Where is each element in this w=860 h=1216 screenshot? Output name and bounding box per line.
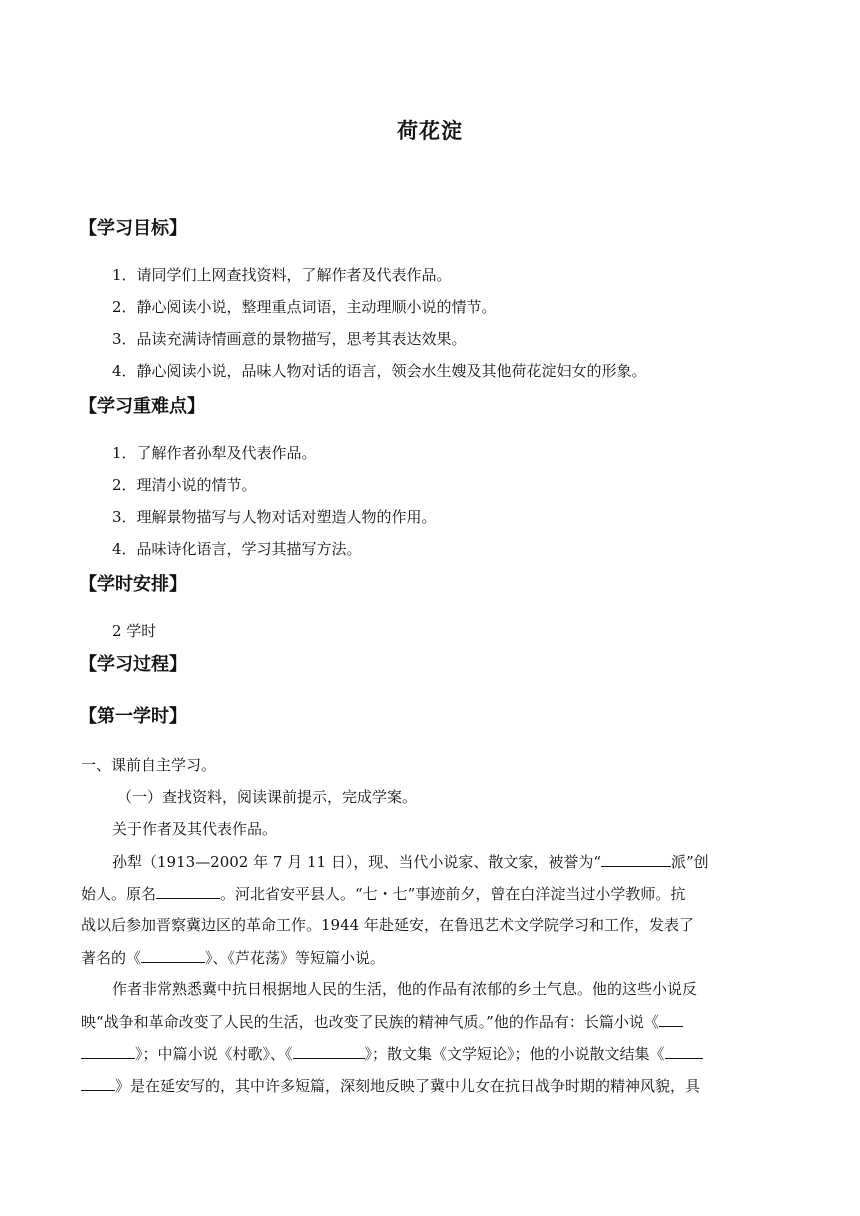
heading-first-period: 【第一学时】	[79, 706, 187, 727]
key-point-item-1: 1．了解作者孙犁及代表作品。	[112, 444, 317, 462]
para2-line4	[81, 1074, 700, 1097]
fill-blank-novel-start[interactable]	[659, 1010, 683, 1027]
para1-line1-text-a: 孙犁（1913—2002 年 7 月 11 日），现、当代小说家、散文家，被誉为“	[112, 853, 601, 871]
para1-line4	[81, 946, 385, 969]
para1-line4-text-b: 》、《芦花荡》等短篇小说。	[205, 949, 386, 967]
fill-blank-short-story[interactable]	[141, 946, 205, 963]
heading-key-points: 【学习重难点】	[79, 396, 205, 417]
heading-objectives: 【学习目标】	[79, 218, 187, 239]
fill-blank-collection-start[interactable]	[665, 1042, 703, 1059]
document-title: 荷花淀	[397, 119, 463, 143]
para1-line1-text-b: 派”创	[671, 853, 709, 871]
objective-item-2: 2．静心阅读小说，整理重点词语，主动理顺小说的情节。	[112, 298, 497, 316]
para1-line4-text-a: 著名的《	[81, 949, 142, 967]
para1-line2	[81, 882, 685, 905]
key-point-item-4: 4．品味诗化语言，学习其描写方法。	[112, 540, 362, 558]
schedule-text: 2 学时	[112, 622, 157, 640]
para1-line1	[112, 850, 709, 873]
para2-line4-text-a: 》是在延安写的，其中许多短篇，深刻地反映了冀中儿女在抗日战争时期的精神风貌，具	[115, 1077, 701, 1095]
para2-line3-text-b: 》；散文集《文学短论》；他的小说散文结集《	[364, 1045, 665, 1063]
part-one-heading: 一、课前自主学习。	[81, 756, 217, 774]
para2-line2	[81, 1010, 683, 1033]
fill-blank-novel-end[interactable]	[81, 1042, 135, 1059]
heading-process: 【学习过程】	[79, 654, 187, 675]
para1-line2-text-a: 始人。原名	[81, 885, 157, 903]
para2-line3-text-a: 》；中篇小说《村歌》、《	[135, 1045, 293, 1063]
para2-line3	[81, 1042, 703, 1065]
objective-item-1: 1．请同学们上网查找资料，了解作者及代表作品。	[112, 266, 452, 284]
fill-blank-original-name[interactable]	[156, 882, 220, 899]
fill-blank-novella[interactable]	[293, 1042, 365, 1059]
key-point-item-3: 3．理解景物描写与人物对话对塑造人物的作用。	[112, 508, 437, 526]
objective-item-4: 4．静心阅读小说，品味人物对话的语言，领会水生嫂及其他荷花淀妇女的形象。	[112, 362, 647, 380]
fill-blank-school[interactable]	[601, 850, 671, 867]
fill-blank-collection-end[interactable]	[81, 1074, 115, 1091]
para1-line3: 战以后参加晋察冀边区的革命工作。1944 年赴延安，在鲁迅艺术文学院学习和工作，发表了	[81, 916, 694, 934]
sub-one-heading: （一）查找资料，阅读课前提示，完成学案。	[117, 788, 418, 806]
about-author-line: 关于作者及其代表作品。	[112, 820, 278, 838]
para1-line2-text-b: 。河北省安平县人。“七・七”事迹前夕，曾在白洋淀当过小学教师。抗	[220, 885, 686, 903]
para2-line2-text-a: 映“战争和革命改变了人民的生活，也改变了民族的精神气质。”他的作品有：长篇小说《	[81, 1013, 659, 1031]
key-point-item-2: 2．理清小说的情节。	[112, 476, 257, 494]
para2-line1: 作者非常熟悉冀中抗日根据地人民的生活，他的作品有浓郁的乡土气息。他的这些小说反	[112, 980, 698, 998]
objective-item-3: 3．品读充满诗情画意的景物描写，思考其表达效果。	[112, 330, 467, 348]
heading-schedule: 【学时安排】	[79, 574, 187, 595]
